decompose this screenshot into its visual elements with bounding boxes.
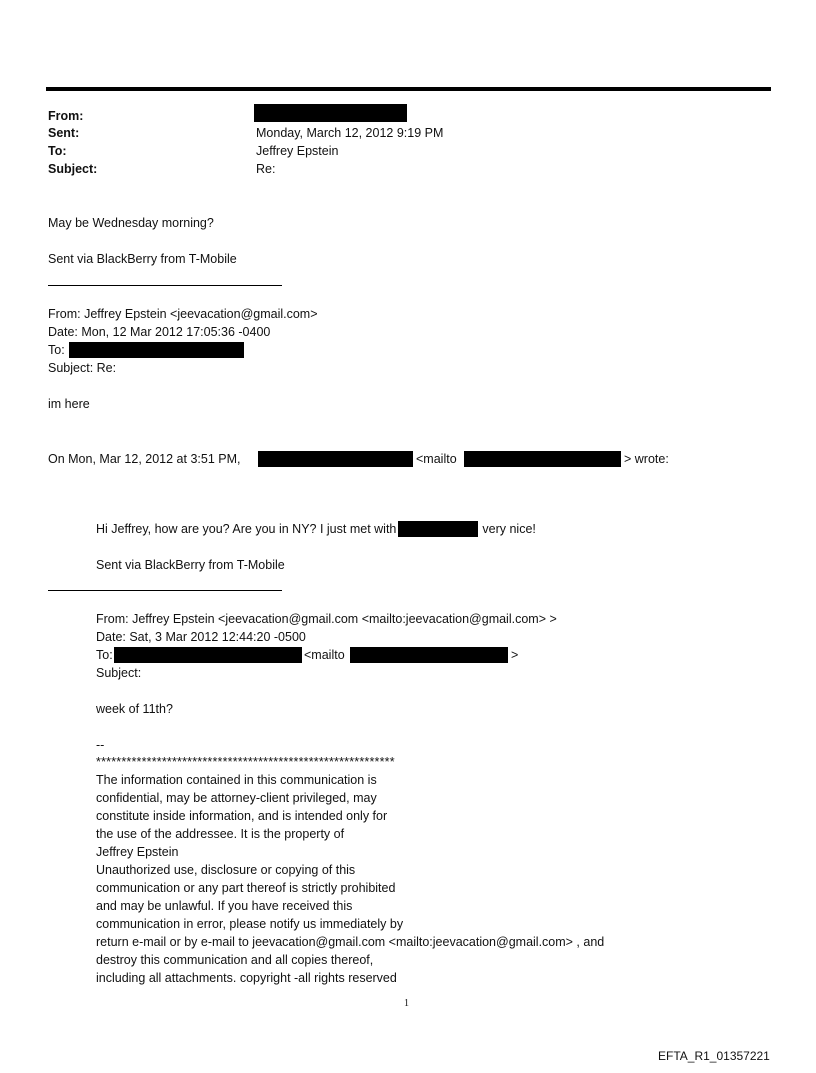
redaction-from [254,104,407,122]
disclaimer-line: including all attachments. copyright -all rights reserved [96,971,397,985]
quote3-mailto: <mailto [304,648,345,662]
quote1-to: To: [48,343,65,357]
quote3-to: To: [96,648,113,662]
subject-value: Re: [256,162,276,176]
quote3-date: Date: Sat, 3 Mar 2012 12:44:20 -0500 [96,630,306,644]
bates-stamp: EFTA_R1_01357221 [658,1049,770,1063]
disclaimer-line: destroy this communication and all copies thereof, [96,953,374,967]
disclaimer-line: The information contained in this communication is [96,773,377,787]
message-text: May be Wednesday morning? [48,216,214,230]
disclaimer-line: constitute inside information, and is intended only for [96,809,388,823]
sent-value: Monday, March 12, 2012 9:19 PM [256,126,444,140]
redaction-wrote-name [258,451,413,467]
quote3-close: > [511,648,519,662]
quote2-signature: Sent via BlackBerry from T-Mobile [96,558,285,572]
quote1-date: Date: Mon, 12 Mar 2012 17:05:36 -0400 [48,325,271,339]
disclaimer-line: Jeffrey Epstein [96,845,179,859]
signature: Sent via BlackBerry from T-Mobile [48,252,237,266]
page-number: 1 [404,998,409,1009]
header-rule [46,87,771,91]
wrote-suffix: > wrote: [624,452,669,466]
quote2-text [96,521,536,537]
quote2-text-before: Hi Jeffrey, how are you? Are you in NY? I just met with [96,522,397,536]
to-value: Jeffrey Epstein [256,144,339,158]
disclaimer-dashes: -- [96,738,105,752]
redaction-quote2-name [398,521,478,537]
wrote-prefix: On Mon, Mar 12, 2012 at 3:51 PM, [48,452,241,466]
subject-label: Subject: [48,162,98,176]
redaction-quote3-email [350,647,508,663]
disclaimer-stars: *********************************************************** [96,755,395,769]
quote3-subject: Subject: [96,666,142,680]
redaction-wrote-email [464,451,621,467]
separator-rule-2 [48,590,282,591]
quote1-subject: Subject: Re: [48,361,117,375]
disclaimer-line: the use of the addressee. It is the property of [96,827,345,841]
wrote-mailto: <mailto [416,452,457,466]
disclaimer-line: and may be unlawful. If you have received this [96,899,353,913]
separator-rule [48,285,282,286]
disclaimer-line: communication in error, please notify us immediately by [96,917,404,931]
redaction-quote3-to [114,647,302,663]
disclaimer-line: return e-mail or by e-mail to jeevacation@gmail.com <mailto:jeevacation@gmail.com> , and [96,935,605,949]
redaction-quote1-to [69,342,244,358]
quote1-text: im here [48,397,90,411]
sent-label: Sent: [48,126,80,140]
quote2-text-after: very nice! [482,522,536,536]
disclaimer-line: Unauthorized use, disclosure or copying of this [96,863,356,877]
quote1-from: From: Jeffrey Epstein <jeevacation@gmail.com> [48,307,318,321]
disclaimer-line: confidential, may be attorney-client privileged, may [96,791,377,805]
from-label: From: [48,109,84,123]
quote3-text: week of 11th? [96,702,173,716]
quote3-from: From: Jeffrey Epstein <jeevacation@gmail.com <mailto:jeevacation@gmail.com> > [96,612,557,626]
to-label: To: [48,144,67,158]
disclaimer-line: communication or any part thereof is strictly prohibited [96,881,396,895]
